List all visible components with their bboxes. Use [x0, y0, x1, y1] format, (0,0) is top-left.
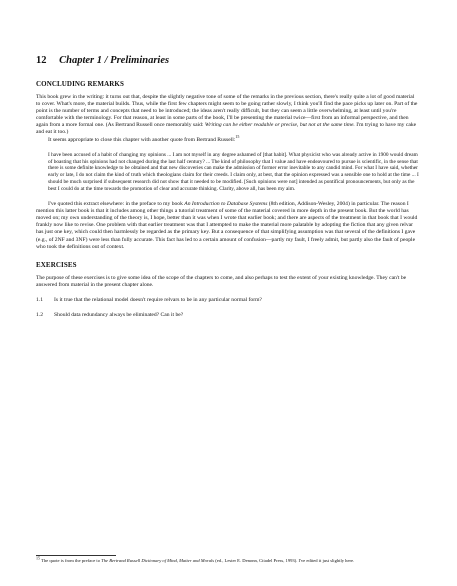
- concluding-paragraph-2: [36, 133, 420, 144]
- exercise-item: [36, 312, 420, 319]
- para1-text-a: This book grew in the writing: it turns out that, despite the slightly negative tone of some of the remarks in the previous section, there's really quite a lot of good material to cover. What's more, the material builds. Thus, while the first few chapters might seem to be going rather slowly, I think you'll find the pace picks up later on. Part of the point is the number of terms and concepts that need to be introduced; the ideas aren't really difficult, but they can seem a little overwhelming, at least until you're comfortable with the terminology. For that reason, at least in some parts of the book, I'll be presenting the material twice—first from an informal perspective, and then again from a more formal one. (As Bertrand Russell once memorably said:: [36, 94, 418, 129]
- para3-text-a: I've quoted this extract elsewhere: in the preface to my book: [48, 201, 185, 208]
- footnote-text-a: The quote is from the preface to: [41, 558, 102, 563]
- block-quote: [48, 152, 420, 193]
- footnote: [36, 555, 420, 564]
- running-header: [36, 55, 420, 66]
- footnote-reference: 15: [235, 133, 240, 139]
- exercise-item: [36, 297, 420, 304]
- para1-italic-quote: Writing can be either readable or precise, but not at the same time.: [204, 122, 355, 129]
- exercise-number: 1.1: [36, 296, 43, 303]
- chapter-title: Chapter 1 / Preliminaries: [59, 55, 170, 66]
- book-title: An Introduction to Database Systems: [184, 201, 268, 208]
- footnote-text-b: (ed., Lester E. Denonn, Citadel Press, 1993). I've edited it just slightly here.: [214, 558, 355, 563]
- exercise-number: 1.2: [36, 312, 43, 319]
- footnote-divider: [36, 555, 116, 556]
- page-body: [36, 55, 420, 319]
- exercise-text: Is it true that the relational model doesn't require relvars to be in any particular normal form?: [54, 296, 262, 303]
- concluding-paragraph-3: [36, 201, 420, 251]
- para2-text: It seems appropriate to close this chapter with another quote from Bertrand Russell:: [48, 136, 236, 143]
- para1-text-b: I'm trying to have my cake and eat it too.): [36, 122, 417, 136]
- concluding-remarks-heading: CONCLUDING REMARKS: [36, 80, 124, 88]
- exercise-text: Should data redundancy always be eliminated? Can it be?: [54, 312, 184, 319]
- para3-text-b: (8th edition, Addison-Wesley, 2004) in particular. The reason I mention this latter book is that it includes among other things a tutorial treatment of some of the material covered in more depth in the present book. But the world has moved on; my own understanding of the theory is, I hope, better than it was when I wrote that earlier book; and there are aspects of the treatment in that book that I would frankly now like to revise. One problem with that earlier treatment was that I attempted to make the material more palatable by adopting the fiction that any given relvar has just one key, which could then harmlessly be regarded as the primary key. But a consequence of that simplifying assumption was that several of the definitions I gave (e.g., of 2NF and 3NF) were less than fully accurate. This fact has led to a certain amount of confusion—partly my fault, I freely admit, but partly also the fault of people who took the definitions out of context.: [36, 201, 418, 250]
- page-number: 12: [36, 55, 47, 66]
- exercises-heading: EXERCISES: [36, 260, 77, 269]
- concluding-paragraph-1: [36, 94, 420, 137]
- footnote-book-title: The Bertrand Russell Dictionary of Mind, Matter and Morals: [101, 558, 215, 563]
- footnote-number: 15: [36, 555, 40, 561]
- block-quote-text: I have been accused of a habit of changing my opinions ... I am not myself in any degree ashamed of [that habit]. What physicist who was already active in 1900 would dream of boasting that his opinions had not changed during the last half century? ... The kind of philosophy that I value and have endeavoured to pursue is scientific, in the sense that there is some definite knowledge to be obtained and that new discoveries can make the admission of former error inevitable to any candid mind. For what I have said, whether early or late, I do not claim the kind of truth which theologians claim for their creeds. I claim only, at best, that the opinion expressed was a sensible one to hold at the time ... I should be much surprised if subsequent research did not show that it needed to be modified. [Such opinions were not] intended as pontifical pronouncements, but only as the best I could do at the time towards the promotion of clear and accurate thinking. Clarity, above all, has been my aim.: [48, 151, 419, 193]
- exercises-intro: The purpose of these exercises is to give some idea of the scope of the chapters to come, and also perhaps to test the extent of your existing knowledge. They can't be answered from material in the present chapter alone.: [36, 274, 407, 288]
